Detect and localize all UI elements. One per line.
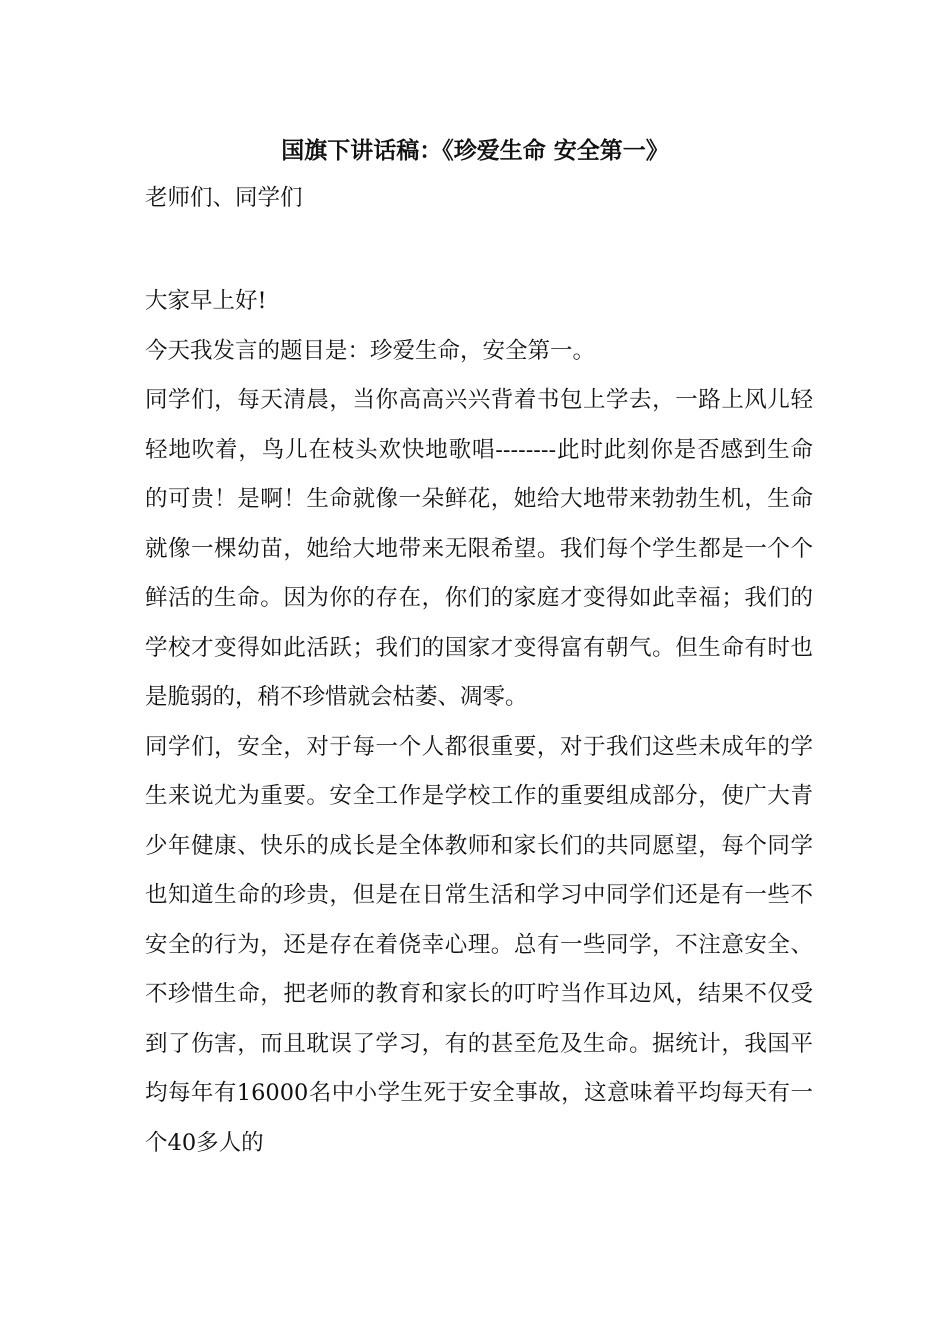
paragraph-safety: 同学们，安全，对于每一个人都很重要，对于我们这些未成年的学生来说尤为重要。安全工作是学校工作的重要组成部分，使广大青少年健康、快乐的成长是全体教师和家长们的共同愿望，每个同学也知道生命的珍贵，但是在日常生活和学习中同学们还是有一些不安全的行为，还是存在着侥幸心理。总有一些同学，不注意安全、不珍惜生命，把老师的教育和家长的叮咛当作耳边风，结果不仅受到了伤害，而且耽误了学习，有的甚至危及生命。据统计，我国平均每年有16000名中小学生死于安全事故，这意味着平均每天有一个40多人的 (145, 733, 813, 1156)
paragraph-cherish-life: 同学们，每天清晨，当你高高兴兴背着书包上学去，一路上风儿轻轻地吹着，鸟儿在枝头欢快地歌唱--------此时此刻你是否感到生命的可贵！是啊！生命就像一朵鲜花，她给大地带来勃勃生机，生命就像一棵幼苗，她给大地带来无限希望。我们每个学生都是一个个鲜活的生命。因为你的存在，你们的家庭才变得如此幸福；我们的学校才变得如此活跃；我们的国家才变得富有朝气。但生命有时也是脆弱的，稍不珍惜就会枯萎、凋零。 (145, 387, 813, 710)
paragraph-topic: 今天我发言的题目是：珍爱生命，安全第一。 (145, 337, 596, 364)
document-body (145, 277, 813, 1168)
paragraph-greeting: 大家早上好! (145, 288, 267, 314)
document-title: 国旗下讲话稿：《珍爱生命 安全第一》 (281, 137, 669, 164)
salutation: 老师们、同学们 (145, 185, 303, 211)
